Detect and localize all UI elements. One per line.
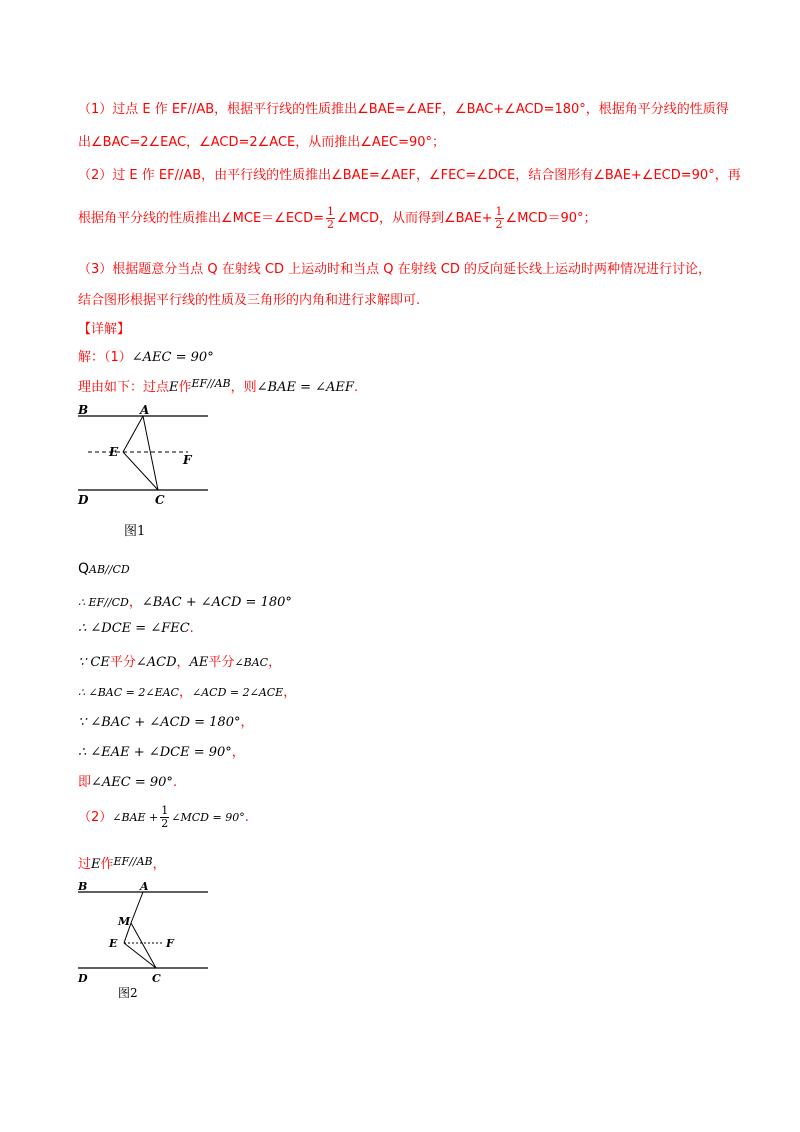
proof-comma: ， [268,655,282,670]
reason-line [78,376,358,395]
analysis-p2-line2 [78,206,597,231]
part2-point-e: E [91,857,101,872]
label-b: B [78,403,89,417]
segment-am [131,892,143,923]
analysis-p1-line2: 出∠BAC=2∠EAC，∠ACD=2∠ACE，从而推出∠AEC=90°； [78,135,446,150]
proof-parallel-ab-cd: AB//CD [89,563,130,576]
reason-end: . [353,380,359,395]
proof-bisects-1: 平分 [109,655,136,670]
solution-equation: ∠AEC = 90° [131,350,214,365]
proof-period: . [189,621,194,636]
proof-comma: ， [176,655,190,670]
label-e: E [109,445,119,459]
part2-parallel: EF//AB [113,855,153,868]
label-c: C [155,493,165,507]
segment-mc [131,923,156,968]
part2-eq-a: ∠BAE + [112,811,159,824]
proof-ef-parallel-cd: ∴ EF//CD [78,596,129,609]
part2-through-line [78,853,166,872]
proof-aec-90: ∠AEC = 90° [91,775,173,790]
part2-through-2: 作 [100,857,114,872]
reason-text-1: 理由如下：过点 [78,380,170,395]
label-a: A [140,403,150,417]
part2-end: . [244,810,249,825]
proof-bac: ∠BAC [234,656,269,669]
figure-2 [76,880,216,1005]
segment-ec [123,452,158,490]
proof-acd-2ace: ∠ACD = 2∠ACE [192,686,284,699]
label-a: A [140,880,149,893]
proof-acd: ∠ACD [135,655,177,670]
proof-angle-sum: ∠BAC + ∠ACD = 180° [141,595,292,610]
reason-parallel: EF//AB [191,377,231,390]
part2-answer-line [78,805,249,830]
segment-ec [124,943,156,968]
proof-ae: AE [189,655,209,670]
proof-comma: ， [231,745,245,760]
proof-sum-180: ∵ ∠BAC + ∠ACD = 180° [78,715,241,730]
label-d: D [78,493,89,507]
proof-comma: ， [128,595,142,610]
figure-1-diagram [76,402,216,537]
proof-comma: ， [240,715,254,730]
proof-therefore-word: 即 [78,775,92,790]
solution-line [78,346,214,365]
proof-line-1 [78,561,130,577]
proof-line-3 [78,621,194,636]
part2-through-1: 过 [78,857,92,872]
proof-sum-90: ∴ ∠EAE + ∠DCE = 90° [78,745,232,760]
reason-text-3: ，则 [230,380,257,395]
proof-bac-2eac: ∴ ∠BAC = 2∠EAC [78,686,179,699]
label-f: F [166,937,174,950]
label-f: F [183,453,192,467]
part2-prefix: （2） [78,810,113,825]
proof-line-5 [78,681,296,700]
label-b: B [78,880,88,893]
reason-point-e: E [169,380,179,395]
analysis-p2-text-b: ∠MCD，从而得到∠BAE+ [337,211,493,226]
proof-bisects-2: 平分 [208,655,235,670]
analysis-p3-line2: 结合图形根据平行线的性质及三角形的内角和进行求解即可. [78,293,421,308]
label-d: D [78,972,88,985]
proof-dce-fec: ∴ ∠DCE = ∠FEC [78,621,190,636]
figure-2-caption: 图2 [118,986,138,1000]
reason-equation: ∠BAE = ∠AEF [256,380,354,395]
proof-comma: ， [178,685,192,700]
analysis-p2-text-a: 根据角平分线的性质推出∠MCE＝∠ECD= [78,211,325,226]
figure-1-caption: 图1 [124,524,146,539]
analysis-p2-text-c: ∠MCD＝90°； [505,211,597,226]
part2-through-3: ， [152,857,166,872]
fraction-half: $\frac{1}{2}$ [327,205,335,231]
proof-line-8 [78,771,177,790]
detail-heading: 【详解】 [78,322,131,337]
proof-ce: ∵ CE [78,655,110,670]
part2-eq-b: ∠MCD = 90° [171,811,245,824]
proof-line-7 [78,741,245,760]
segment-ac [143,416,158,490]
proof-line-2 [78,591,292,610]
label-e: E [109,937,118,950]
proof-line-6 [78,711,253,730]
label-c: C [152,972,161,985]
solution-prefix: 解：（1） [78,350,132,365]
fraction-half: $\frac{1}{2}$ [161,804,169,830]
fraction-half: $\frac{1}{2}$ [495,205,503,231]
segment-ae [123,416,143,452]
proof-comma: ， [283,685,297,700]
proof-line-4 [78,651,281,670]
proof-q-glyph: Q [78,561,90,577]
analysis-p3-line1: （3）根据题意分当点 Q 在射线 CD 上运动时和当点 Q 在射线 CD 的反向延长线上运动时两种情况进行讨论， [78,262,711,277]
label-m: M [118,915,131,928]
figure-2-diagram [76,880,216,1005]
proof-period: . [172,775,178,790]
reason-text-2: 作 [178,380,192,395]
figure-1 [76,402,216,537]
analysis-p2-line1: （2）过 E 作 EF//AB，由平行线的性质推出∠BAE=∠AEF，∠FEC=∠DCE，结合图形有∠BAE+∠ECD=90°，再 [78,168,741,183]
analysis-p1-line1: （1）过点 E 作 EF//AB，根据平行线的性质推出∠BAE=∠AEF，∠BAC+∠ACD=180°，根据角平分线的性质得 [78,102,729,117]
